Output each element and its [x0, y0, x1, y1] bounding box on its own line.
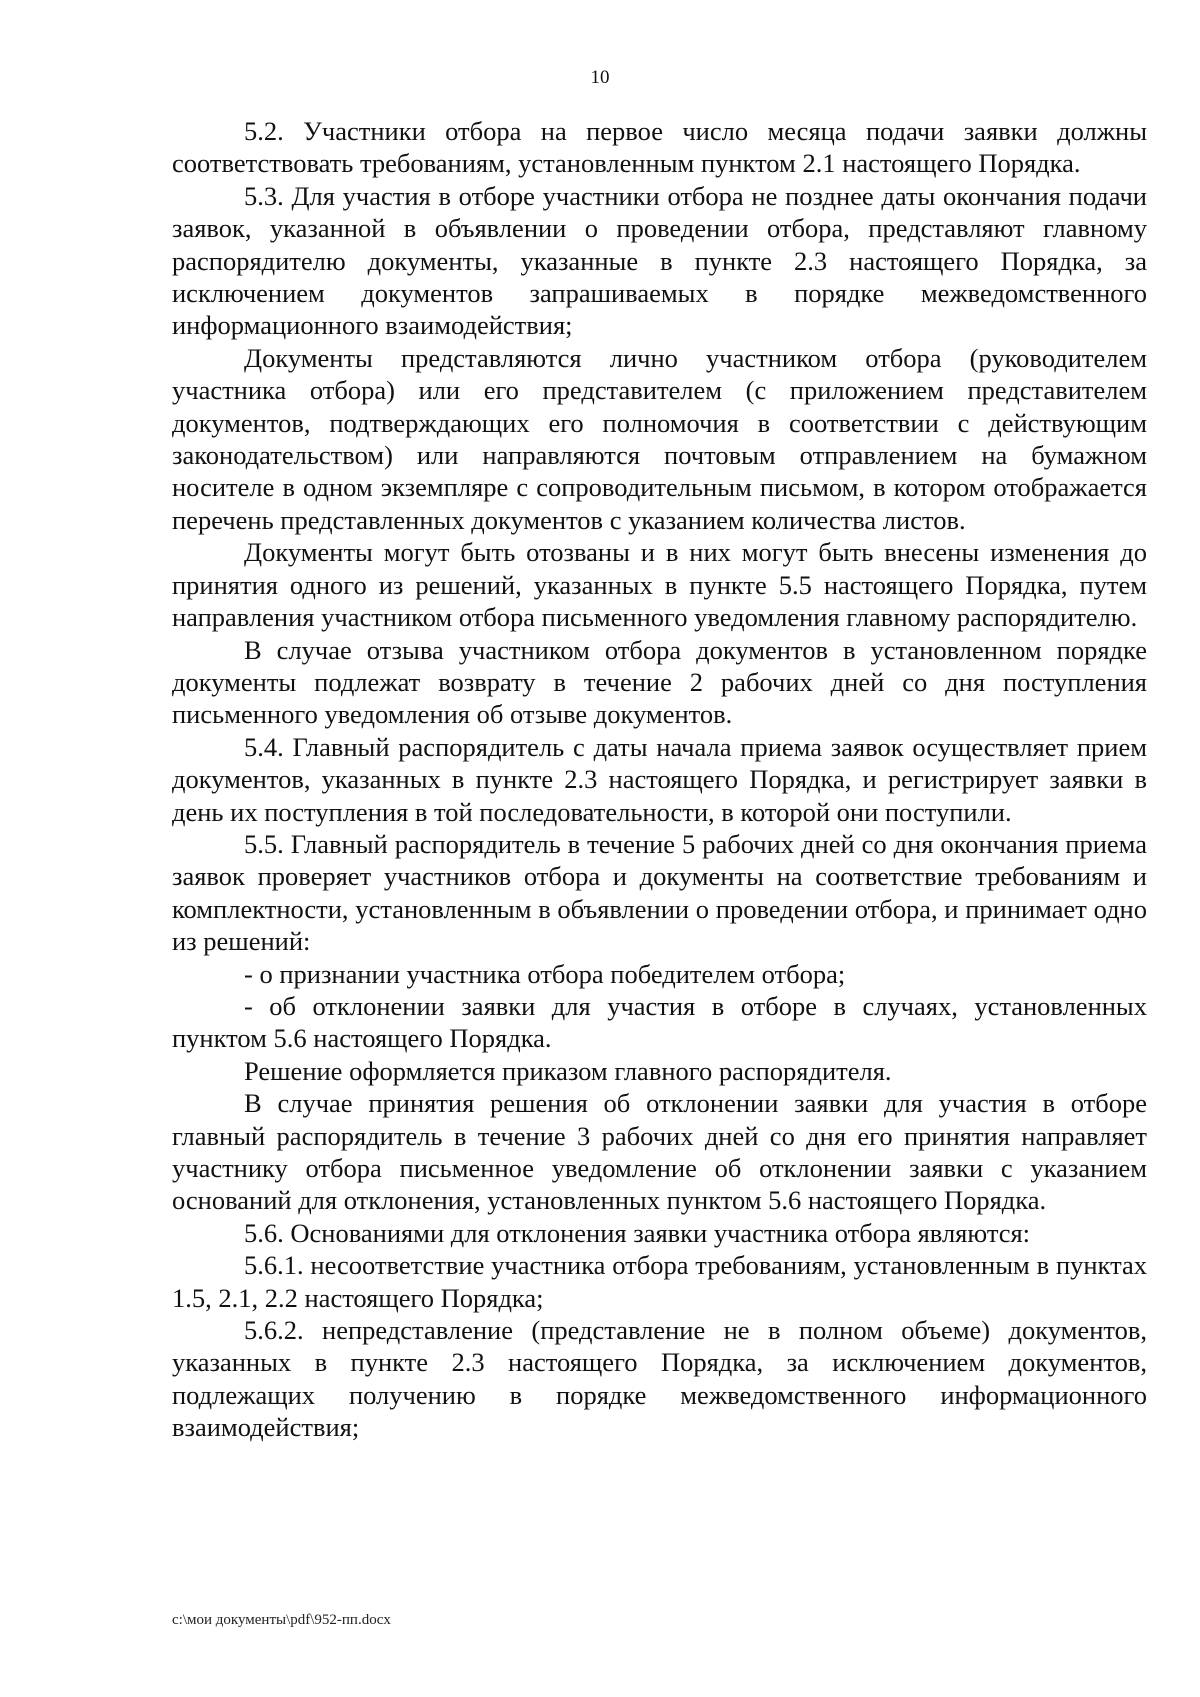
page-number: 10: [590, 67, 610, 88]
list-item-rejection-decision: - об отклонении заявки для участия в отборе в случаях, установленных пунктом 5.6 настоящего Порядка.: [172, 990, 1147, 1054]
paragraph-documents-submission: Документы представляются лично участником отбора (руководителем участника отбора) или его представителем (с приложением представителем документов, подтверждающих его полномочия в соответствии с действующим законодательством) или направляются почтовым отправлением на бумажном носителе в одном экземпляре с сопроводительным письмом, в котором отображается перечень представленных документов с указанием количества листов.: [172, 342, 1147, 535]
paragraph-5-2: 5.2. Участники отбора на первое число месяца подачи заявки должны соответствовать требованиям, установленным пунктом 2.1 настоящего Порядка.: [172, 116, 1147, 179]
document-body: [172, 115, 1147, 1444]
footer-file-path: c:\мои документы\pdf\952-пп.docx: [172, 1612, 391, 1628]
list-item-winner-decision: - о признании участника отбора победителем отбора;: [244, 958, 846, 989]
paragraph-5-4: 5.4. Главный распорядитель с даты начала приема заявок осуществляет прием документов, указанных в пункте 2.3 настоящего Порядка, и регистрирует заявки в день их поступления в той последовательности, в которой они поступили.: [172, 731, 1147, 827]
paragraph-5-3: 5.3. Для участия в отборе участники отбора не позднее даты окончания подачи заявок, указанной в объявлении о проведении отбора, представляют главному распорядителю документы, указанные в пункте 2.3 настоящего Порядка, за исключением документов запрашиваемых в порядке межведомственного информационного взаимодействия;: [172, 180, 1147, 341]
paragraph-5-6-2: 5.6.2. непредставление (представление не в полном объеме) документов, указанных в пункте 2.3 настоящего Порядка, за исключением документов, подлежащих получению в порядке межведомственного информационного взаимодействия;: [172, 1315, 1147, 1443]
paragraph-rejection-notice: В случае принятия решения об отклонении заявки для участия в отборе главный распорядитель в течение 3 рабочих дней со дня его принятия направляет участнику отбора письменное уведомление об отклонении заявки с указанием оснований для отклонения, установленных пунктом 5.6 настоящего Порядка.: [172, 1088, 1147, 1216]
paragraph-decision-order: Решение оформляется приказом главного распорядителя.: [244, 1055, 892, 1086]
paragraph-5-6-1: 5.6.1. несоответствие участника отбора требованиям, установленным в пунктах 1.5, 2.1, 2.2 настоящего Порядка;: [172, 1250, 1147, 1313]
paragraph-documents-return: В случае отзыва участником отбора документов в установленном порядке документы подлежат возврату в течение 2 рабочих дней со дня поступления письменного уведомления об отзыве документов.: [172, 634, 1147, 730]
paragraph-5-5: 5.5. Главный распорядитель в течение 5 рабочих дней со дня окончания приема заявок проверяет участников отбора и документы на соответствие требованиям и комплектности, установленным в объявлении о проведении отбора, и принимает одно из решений:: [172, 828, 1147, 957]
paragraph-documents-withdrawal: Документы могут быть отозваны и в них могут быть внесены изменения до принятия одного из решений, указанных в пункте 5.5 настоящего Порядка, путем направления участником отбора письменного уведомления главному распорядителю.: [172, 537, 1147, 633]
paragraph-5-6: 5.6. Основаниями для отклонения заявки участника отбора являются:: [244, 1217, 1031, 1248]
